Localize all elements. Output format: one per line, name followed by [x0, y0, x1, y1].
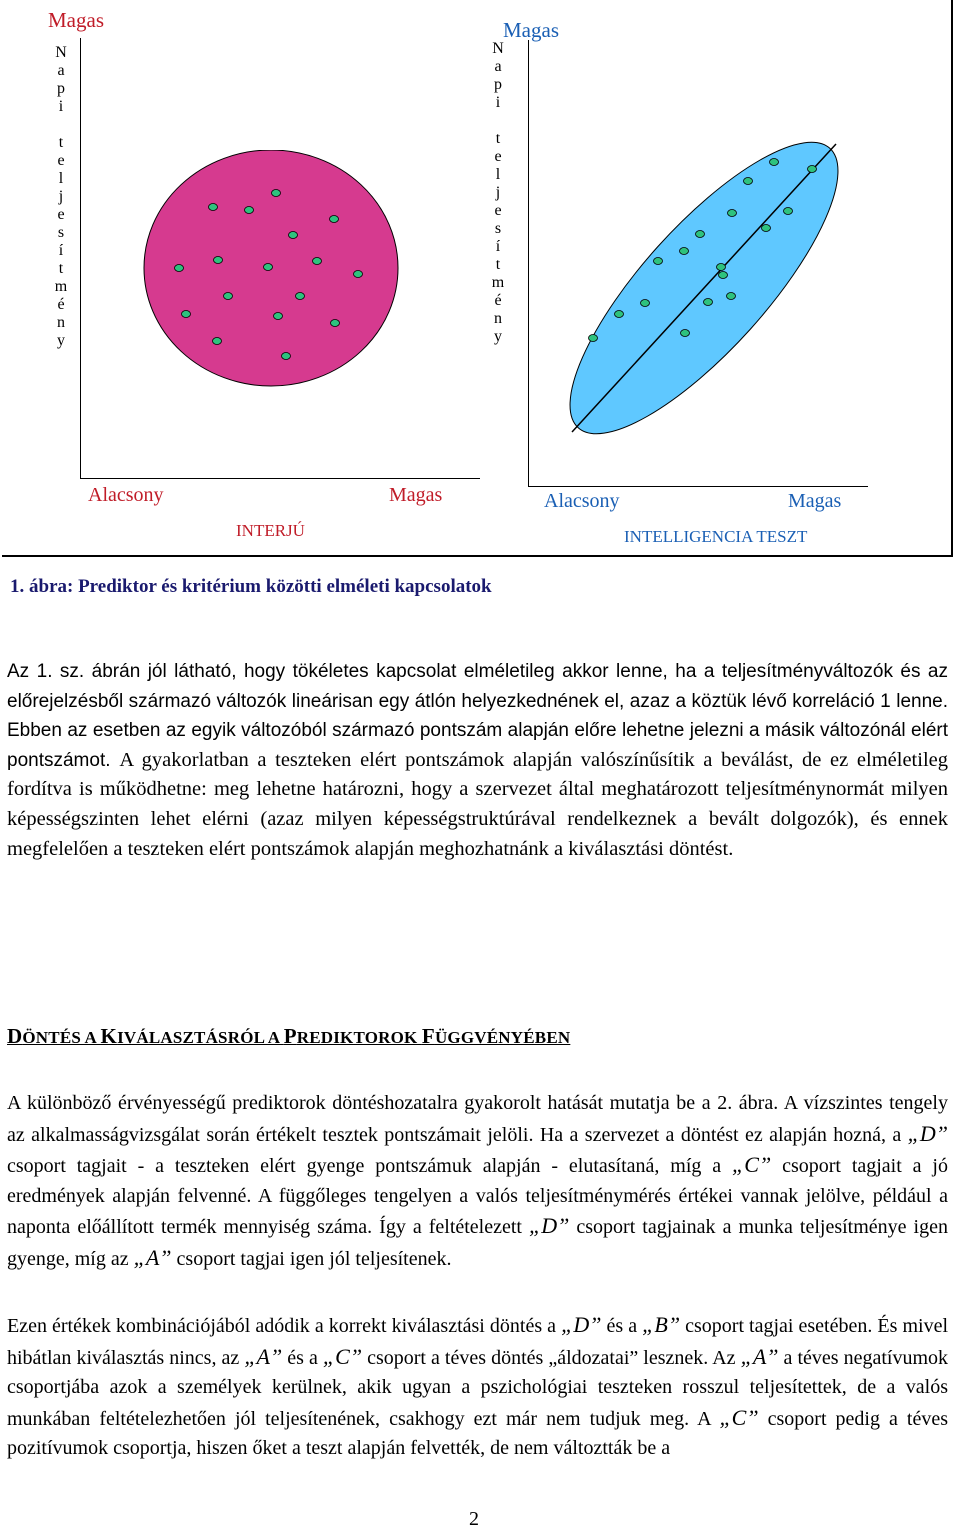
scatter-point	[272, 190, 281, 197]
scatter-point	[719, 272, 728, 279]
y-axis-letter: j	[495, 184, 501, 201]
group-label: „D”	[907, 1120, 948, 1146]
scatter-point	[770, 159, 779, 166]
y-axis-letter	[490, 112, 506, 130]
scatter-point	[282, 353, 291, 360]
group-label: „D”	[529, 1213, 570, 1239]
scatter-point	[808, 166, 817, 173]
heading-part: REDIKTOROK	[296, 1028, 422, 1047]
scatter-point	[744, 178, 753, 185]
scatter-point	[354, 271, 363, 278]
scatter-point	[296, 293, 305, 300]
heading-part: ÖNTÉS A	[22, 1028, 101, 1047]
y-axis-letter: e	[494, 148, 502, 165]
y-axis-letter: é	[57, 296, 65, 313]
y-axis-letter: p	[494, 76, 502, 93]
regression-line	[572, 144, 836, 432]
group-label: „C”	[732, 1152, 772, 1178]
y-axis-letter: t	[58, 134, 64, 151]
left-scatter	[140, 150, 410, 390]
right-scatter	[540, 120, 870, 460]
text-run: Ezen értékek kombinációjából adódik a korrekt kiválasztási döntés a	[7, 1315, 562, 1337]
y-axis-letter: m	[54, 278, 68, 295]
scatter-point	[289, 232, 298, 239]
heading-part: ÜGGVÉNYÉBEN	[434, 1028, 571, 1047]
heading-part: F	[421, 1024, 435, 1048]
y-axis-letter: e	[57, 152, 65, 169]
y-axis-letter: a	[57, 62, 65, 79]
scatter-point	[589, 335, 598, 342]
y-axis-letter: e	[57, 206, 65, 223]
y-axis-letter: n	[494, 310, 502, 327]
y-axis-letter: j	[58, 188, 64, 205]
left-x-axis	[80, 478, 480, 479]
group-label: „A”	[740, 1343, 779, 1369]
heading-part: D	[7, 1024, 23, 1048]
y-axis-letter: i	[58, 98, 64, 115]
right-x-axis	[528, 486, 868, 487]
y-axis-letter: a	[494, 58, 502, 75]
section-heading	[7, 1024, 570, 1049]
y-axis-letter: m	[491, 274, 505, 291]
scatter-point	[214, 257, 223, 264]
scatter-point	[330, 216, 339, 223]
heading-part: K	[100, 1024, 118, 1048]
text-run: csoport tagjait - a teszteken elért gyenge pontszámuk alapján - elutasítaná, míg a	[7, 1155, 733, 1178]
text-run: és a	[282, 1346, 323, 1369]
scatter-point	[727, 293, 736, 300]
y-axis-letter: p	[57, 80, 65, 97]
text-run: a téves negatívumok csoportjába azok a személyek kerülnek, akik ugyan a pszichológiai teszteken rosszul teljesítettek, de a valós munkában feltételezhetően jól teljesítenének, csakhogy ezt már nem tudjuk meg. A	[7, 1346, 949, 1430]
scatter-point	[696, 231, 705, 238]
y-axis-letter: t	[495, 130, 501, 147]
y-axis-letter: N	[55, 44, 67, 61]
y-axis-letter: n	[57, 314, 65, 331]
scatter-point	[784, 208, 793, 215]
left-x-low-label: Alacsony	[88, 484, 164, 506]
text-run: csoport a téves döntés „áldozatai” lesznek. Az	[362, 1346, 741, 1369]
right-ellipse	[540, 120, 870, 460]
left-x-high-label: Magas	[389, 484, 443, 506]
group-label: „C”	[719, 1404, 759, 1430]
figure-caption: 1. ábra: Prediktor és kritérium közötti elméleti kapcsolatok	[10, 576, 492, 597]
text-run: csoport tagjainak a munka teljesítménye igen gyenge, míg az	[7, 1216, 948, 1270]
y-axis-letter: é	[494, 292, 502, 309]
y-axis-letter: t	[58, 260, 64, 277]
group-label: „A”	[244, 1343, 283, 1369]
right-y-axis	[528, 40, 529, 486]
group-label: „D”	[561, 1312, 602, 1337]
y-axis-letter	[53, 116, 69, 134]
left-y-high-label: Magas	[48, 8, 104, 32]
y-axis-letter: s	[494, 220, 502, 237]
text-run: csoport tagjait a jó eredmények alapján felvenné. A függőleges tengelyen a valós teljesítménymérés értékei vannak jelölve, például a naponta előállított termék mennyiség száma. Így a feltételezett	[7, 1155, 948, 1239]
right-x-low-label: Alacsony	[544, 490, 620, 512]
paragraph-2	[7, 1089, 948, 1275]
y-axis-letter: í	[495, 238, 501, 255]
scatter-point	[182, 311, 191, 318]
scatter-point	[213, 338, 222, 345]
text-run: csoport pedig a téves pozitívumok csoportja, hiszen őket a teszt alapján felvették, de nem változtták be a	[7, 1407, 948, 1460]
y-axis-letter: l	[495, 166, 501, 183]
right-y-axis-label	[490, 40, 506, 346]
scatter-point	[313, 258, 322, 265]
right-x-high-label: Magas	[788, 490, 842, 512]
scatter-point	[762, 225, 771, 232]
page-number: 2	[469, 1508, 479, 1530]
heading-part: P	[283, 1024, 297, 1048]
scatter-point	[615, 311, 624, 318]
scatter-point	[704, 299, 713, 306]
group-label: „A”	[133, 1244, 172, 1270]
scatter-point	[245, 207, 254, 214]
scatter-point	[274, 313, 283, 320]
scatter-point	[264, 264, 273, 271]
left-x-title: INTERJÚ	[236, 521, 305, 540]
text-run: csoport tagjai igen jól teljesítenek.	[171, 1247, 452, 1270]
y-axis-letter: t	[495, 256, 501, 273]
paragraph-1-part-a: Az 1. sz. ábrán jól látható, hogy tökéletes kapcsolat elméletileg akkor lenne, ha a teljesítményváltozók és az előrejelzésből származó változók lineárisan egy átlón helyezkednének el, azaz a köztük lévő korreláció 1 lenne. Ebben az esetben az egyik változóból származó pontszám alapján előre lehetne jelezni a másik változónál elért pontszámot.	[7, 661, 948, 771]
right-y-high-label: Magas	[503, 18, 559, 42]
paragraph-1	[7, 657, 948, 864]
scatter-point	[728, 210, 737, 217]
text-run: A különböző érvényességű prediktorok döntéshozatalra gyakorolt hatását mutatja be a 2. ábra. A vízszintes tengely az alkalmasságvizsgálat során értékelt tesztek pontszámait jelöli. Ha a szervezet a döntést ez alapján hozná, a	[7, 1092, 948, 1146]
scatter-point	[641, 300, 650, 307]
y-axis-letter: l	[58, 170, 64, 187]
scatter-point	[681, 330, 690, 337]
scatter-point	[680, 248, 689, 255]
scatter-point	[331, 320, 340, 327]
scatter-point	[224, 293, 233, 300]
heading-part: IVÁLASZTÁSRÓL A	[117, 1028, 284, 1047]
scatter-point	[175, 265, 184, 272]
y-axis-letter: i	[495, 94, 501, 111]
text-run: és a	[601, 1315, 643, 1337]
scatter-point	[654, 258, 663, 265]
scatter-point	[717, 264, 726, 271]
y-axis-letter: y	[57, 332, 65, 349]
scatter-point	[209, 204, 218, 211]
y-axis-letter: e	[494, 202, 502, 219]
y-axis-letter: s	[57, 224, 65, 241]
y-axis-letter: í	[58, 242, 64, 259]
paragraph-3	[7, 1310, 948, 1464]
y-axis-letter: N	[492, 40, 504, 57]
y-axis-letter: y	[494, 328, 502, 345]
paragraph-1-part-b: A gyakorlatban a teszteken elért pontszámok alapján valószínűsítik a beválást, de ez elméletileg fordítva is működhetne: meg lehetne határozni, hogy a szervezet által meghatározott teljesítménynormát milyen képességszinten lehet elérni (azaz milyen képességstruktúrával rendelkeznek a bevált dolgozók), és ennek megfelelően a teszteken elért pontszámok alapján meghozhatnánk a kiválasztási döntést.	[7, 748, 948, 860]
left-y-axis	[80, 38, 81, 478]
group-label: „C”	[322, 1343, 363, 1369]
group-label: „B”	[642, 1312, 681, 1337]
text-run: csoport tagjai esetében. És mivel hibátlan kiválasztás nincs, az	[7, 1315, 948, 1369]
right-x-title: INTELLIGENCIA TESZT	[624, 527, 808, 546]
left-y-axis-label	[53, 44, 69, 350]
